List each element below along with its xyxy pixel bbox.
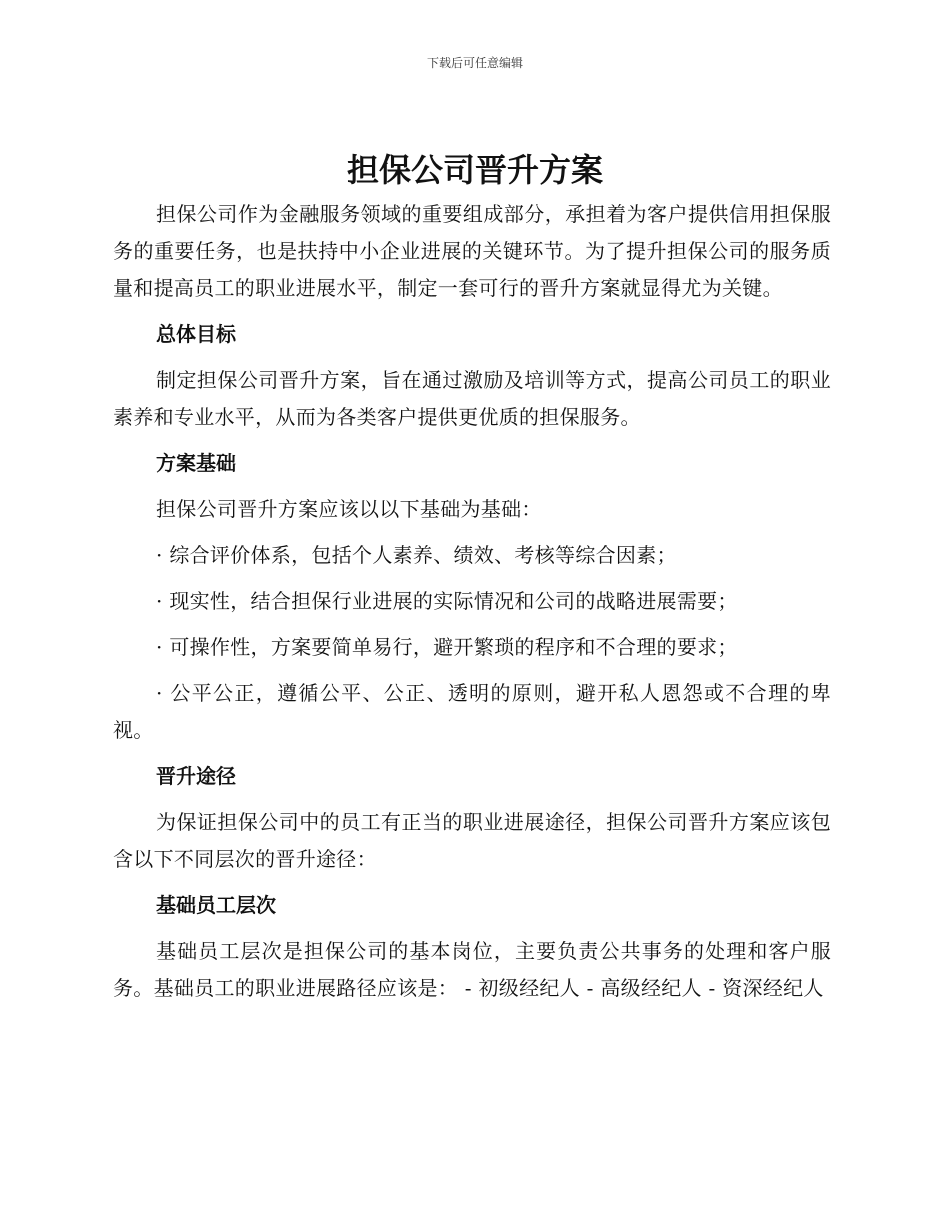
section-heading-basic-staff: 基础员工层次 [156, 893, 276, 917]
goal-paragraph: 制定担保公司晋升方案，旨在通过激励及培训等方式，提高公司员工的职业素养和专业水平，从而为各类客户提供更优质的担保服务。 [113, 368, 831, 429]
basis-bullet-2: · 现实性，结合担保行业进展的实际情况和公司的战略进展需要； [156, 589, 738, 613]
path-paragraph: 为保证担保公司中的员工有正当的职业进展途径，担保公司晋升方案应该包含以下不同层次的晋升途径： [113, 810, 831, 871]
basis-paragraph: 担保公司晋升方案应该以以下基础为基础： [156, 497, 542, 521]
basis-bullet-3: · 可操作性，方案要简单易行，避开繁琐的程序和不合理的要求； [156, 635, 738, 659]
document-body [113, 196, 831, 1007]
section-heading-path: 晋升途径 [156, 764, 236, 788]
section-heading-goal: 总体目标 [156, 322, 236, 346]
page-title: 担保公司晋升方案 [346, 151, 603, 189]
basis-bullet-1: · 综合评价体系，包括个人素养、绩效、考核等综合因素； [156, 543, 677, 567]
basis-bullet-4: · 公平公正，遵循公平、公正、透明的原则，避开私人恩怨或不合理的卑视。 [113, 681, 831, 742]
intro-paragraph: 担保公司作为金融服务领域的重要组成部分，承担着为客户提供信用担保服务的重要任务，也是扶持中小企业进展的关键环节。为了提升担保公司的服务质量和提高员工的职业进展水平，制定一套可行的晋升方案就显得尤为关键。 [113, 202, 831, 300]
basic-staff-paragraph: 基础员工层次是担保公司的基本岗位，主要负责公共事务的处理和客户服务。基础员工的职业进展路径应该是： - 初级经纪人 - 高级经纪人 - 资深经纪人 [113, 939, 831, 1000]
page-header-note: 下载后可任意编辑 [426, 56, 523, 70]
section-heading-basis: 方案基础 [156, 451, 236, 475]
